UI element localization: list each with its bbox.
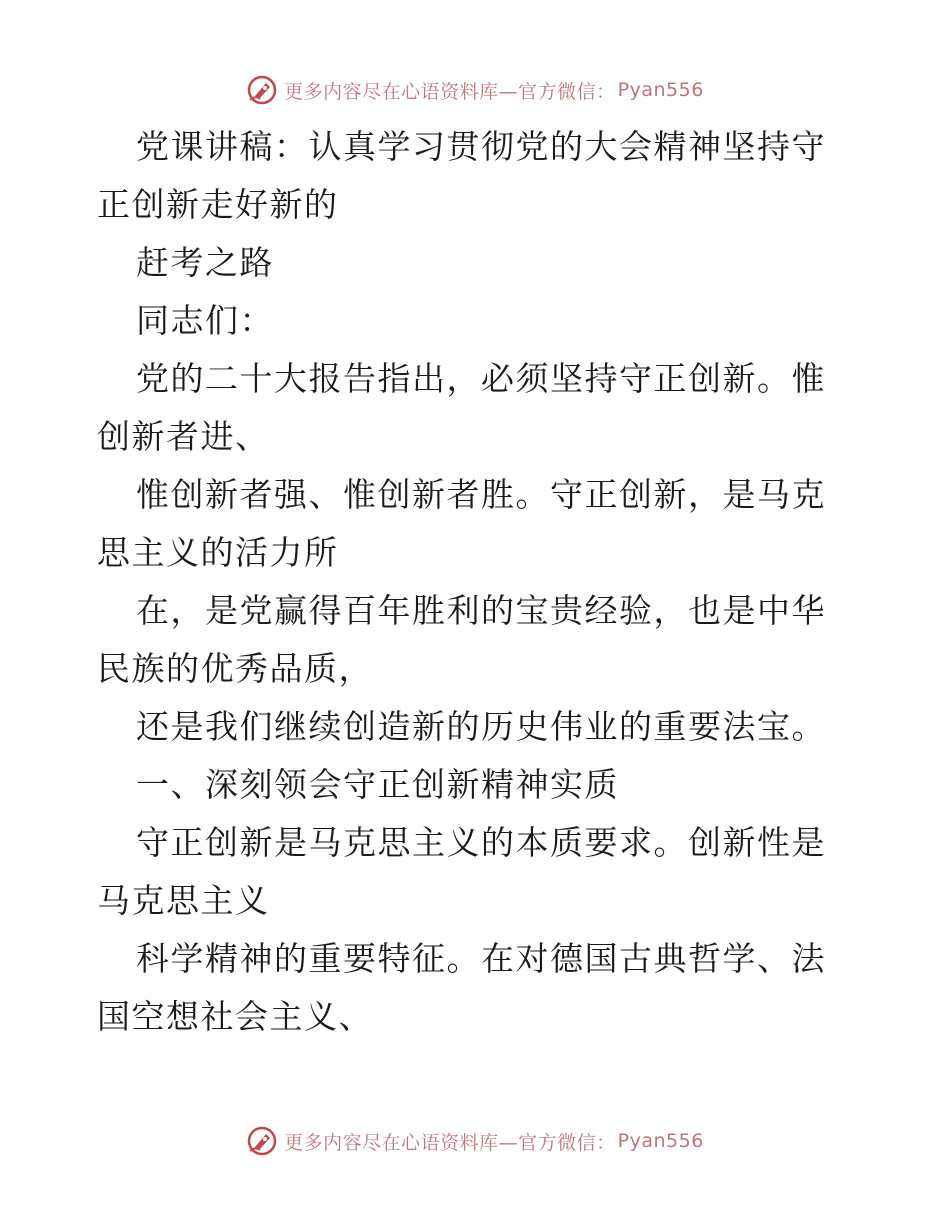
- paragraph: 党的二十大报告指出，必须坚持守正创新。惟创新者进、: [97, 359, 826, 456]
- paragraph: 还是我们继续创造新的历史伟业的重要法宝。: [136, 707, 826, 746]
- pen-nib-circle-icon: [246, 1125, 278, 1157]
- header-watermark: [0, 70, 950, 110]
- watermark-text: 更多内容尽在心语资料库—官方微信：: [284, 80, 616, 103]
- section-heading: 一、深刻领会守正创新精神实质: [136, 765, 619, 804]
- document-title-continued: 赶考之路: [136, 243, 274, 282]
- footer-watermark: [0, 1121, 950, 1161]
- watermark-wechat-id: Pyan556: [617, 1130, 704, 1152]
- paragraph: 科学精神的重要特征。在对德国古典哲学、法国空想社会主义、: [97, 939, 826, 1036]
- paragraph: 惟创新者强、惟创新者胜。守正创新，是马克思主义的活力所: [97, 475, 826, 572]
- paragraph: 在，是党赢得百年胜利的宝贵经验，也是中华民族的优秀品质，: [97, 591, 826, 688]
- document-body: [97, 118, 857, 1046]
- pen-nib-circle-icon: [246, 74, 278, 106]
- document-title: 党课讲稿：认真学习贯彻党的大会精神坚持守正创新走好新的: [97, 127, 826, 224]
- paragraph: 守正创新是马克思主义的本质要求。创新性是马克思主义: [97, 823, 826, 920]
- salutation: 同志们：: [136, 301, 274, 340]
- watermark-wechat-id: Pyan556: [617, 79, 704, 101]
- watermark-text: 更多内容尽在心语资料库—官方微信：: [284, 1131, 616, 1154]
